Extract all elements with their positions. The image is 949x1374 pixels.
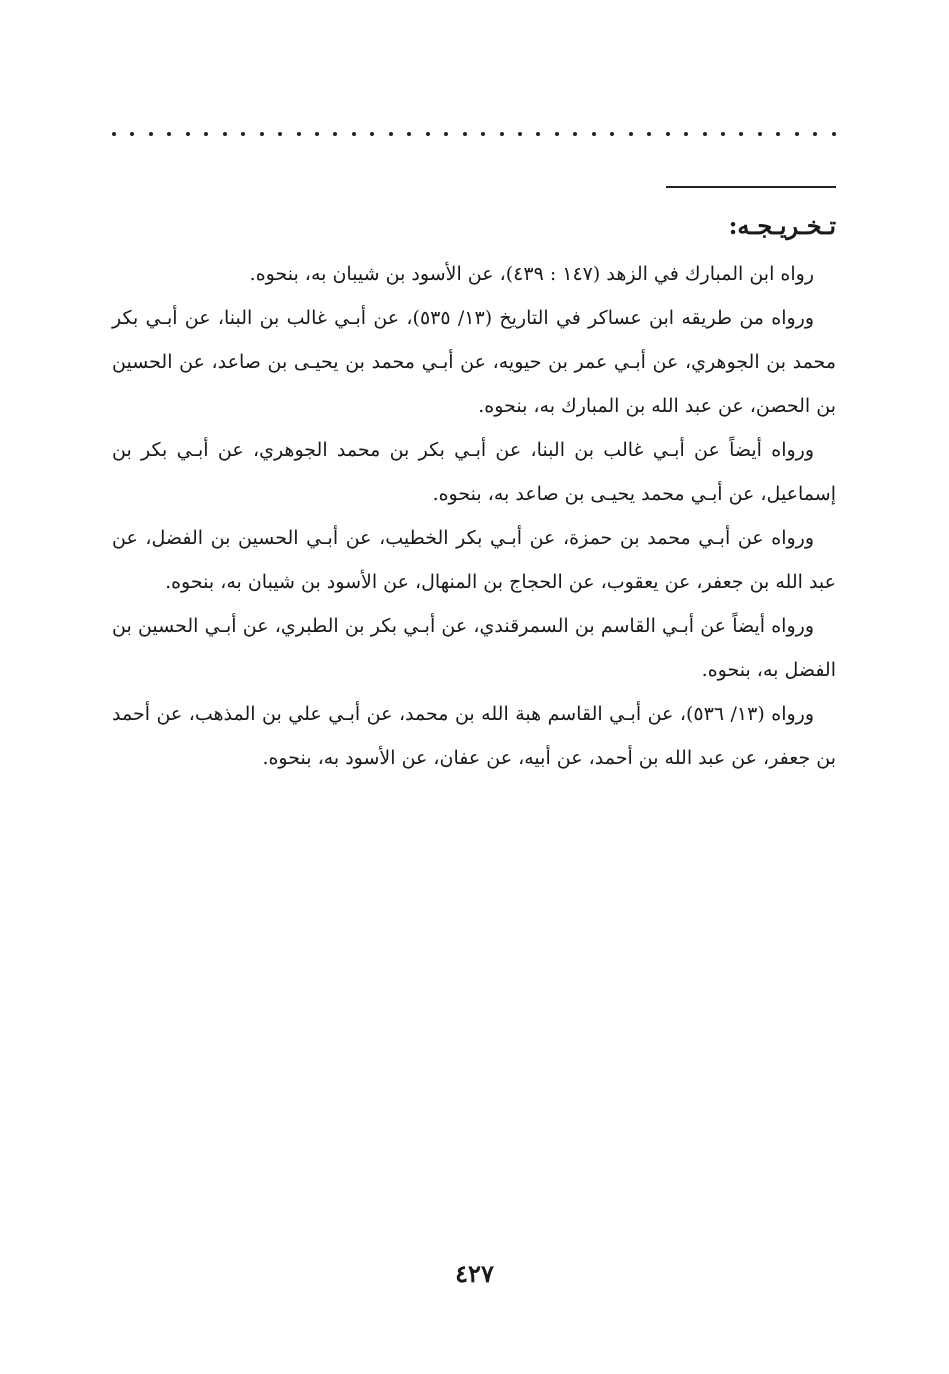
separator-dot bbox=[703, 132, 707, 136]
separator-dot bbox=[832, 132, 836, 136]
separator-dot bbox=[333, 132, 337, 136]
separator-dot bbox=[555, 132, 559, 136]
separator-dot bbox=[500, 132, 504, 136]
separator-dot bbox=[647, 132, 651, 136]
separator-dot bbox=[463, 132, 467, 136]
separator-dot bbox=[684, 132, 688, 136]
separator-dot bbox=[444, 132, 448, 136]
separator-dot bbox=[167, 132, 171, 136]
paragraph-2: ورواه من طريقه ابن عساكر في التاريخ (١٣/ ٥٣٥)، عن أبـي غالب بن البنا، عن أبـي بكر محمد بن الجوهري، عن أبـي عمر بن حيويه، عن أبـي محمد بن يحيـى بن صاعد، عن الحسين بن الحصن، عن عبد الله بن المبارك به، بنحوه. bbox=[112, 307, 836, 417]
paragraph-1: رواه ابن المبارك في الزهد (١٤٧ : ٤٣٩)، عن الأسود بن شيبان به، بنحوه. bbox=[249, 263, 814, 285]
separator-dot bbox=[223, 132, 227, 136]
separator-dot bbox=[518, 132, 522, 136]
paragraph-6: ورواه (١٣/ ٥٣٦)، عن أبـي القاسم هبة الله بن محمد، عن أبـي علي بن المذهب، عن أحمد بن جعفر، عن عبد الله بن أحمد، عن أبيه، عن عفان، عن الأسود به، بنحوه. bbox=[112, 703, 836, 769]
separator-dot bbox=[130, 132, 134, 136]
separator-dot bbox=[260, 132, 264, 136]
footnote-rule bbox=[666, 186, 836, 188]
paragraph-4: ورواه عن أبـي محمد بن حمزة، عن أبـي بكر الخطيب، عن أبـي الحسين بن الفضل، عن عبد الله بن جعفر، عن يعقوب، عن الحجاج بن المنهال، عن الأسود بن شيبان به، بنحوه. bbox=[112, 527, 836, 593]
separator-dot bbox=[149, 132, 153, 136]
section-heading: تـخـريـجـه: bbox=[728, 211, 836, 240]
separator-dot bbox=[610, 132, 614, 136]
separator-dot bbox=[407, 132, 411, 136]
separator-dot bbox=[758, 132, 762, 136]
separator-dot bbox=[389, 132, 393, 136]
separator-dot bbox=[278, 132, 282, 136]
separator-dot bbox=[629, 132, 633, 136]
separator-dot bbox=[426, 132, 430, 136]
separator-dot bbox=[666, 132, 670, 136]
separator-dot bbox=[573, 132, 577, 136]
separator-dot bbox=[795, 132, 799, 136]
separator-dot bbox=[112, 132, 116, 136]
separator-dot bbox=[721, 132, 725, 136]
separator-dot bbox=[204, 132, 208, 136]
page-number: ٤٢٧ bbox=[455, 1259, 494, 1288]
separator-dot bbox=[813, 132, 817, 136]
separator-dot bbox=[186, 132, 190, 136]
separator-dot bbox=[776, 132, 780, 136]
dotted-separator bbox=[112, 124, 836, 144]
separator-dot bbox=[352, 132, 356, 136]
separator-dot bbox=[241, 132, 245, 136]
paragraph-3: ورواه أيضاً عن أبـي غالب بن البنا، عن أبـي بكر بن محمد الجوهري، عن أبـي بكر بن إسماعيل، عن أبـي محمد يحيـى بن صاعد به، بنحوه. bbox=[112, 439, 836, 505]
paragraph-5: ورواه أيضاً عن أبـي القاسم بن السمرقندي، عن أبـي بكر بن الطبري، عن أبـي الحسين بن الفضل به، بنحوه. bbox=[112, 615, 836, 681]
separator-dot bbox=[592, 132, 596, 136]
separator-dot bbox=[536, 132, 540, 136]
separator-dot bbox=[481, 132, 485, 136]
separator-dot bbox=[370, 132, 374, 136]
separator-dot bbox=[297, 132, 301, 136]
separator-dot bbox=[315, 132, 319, 136]
separator-dot bbox=[739, 132, 743, 136]
takhrij-body bbox=[112, 252, 836, 780]
